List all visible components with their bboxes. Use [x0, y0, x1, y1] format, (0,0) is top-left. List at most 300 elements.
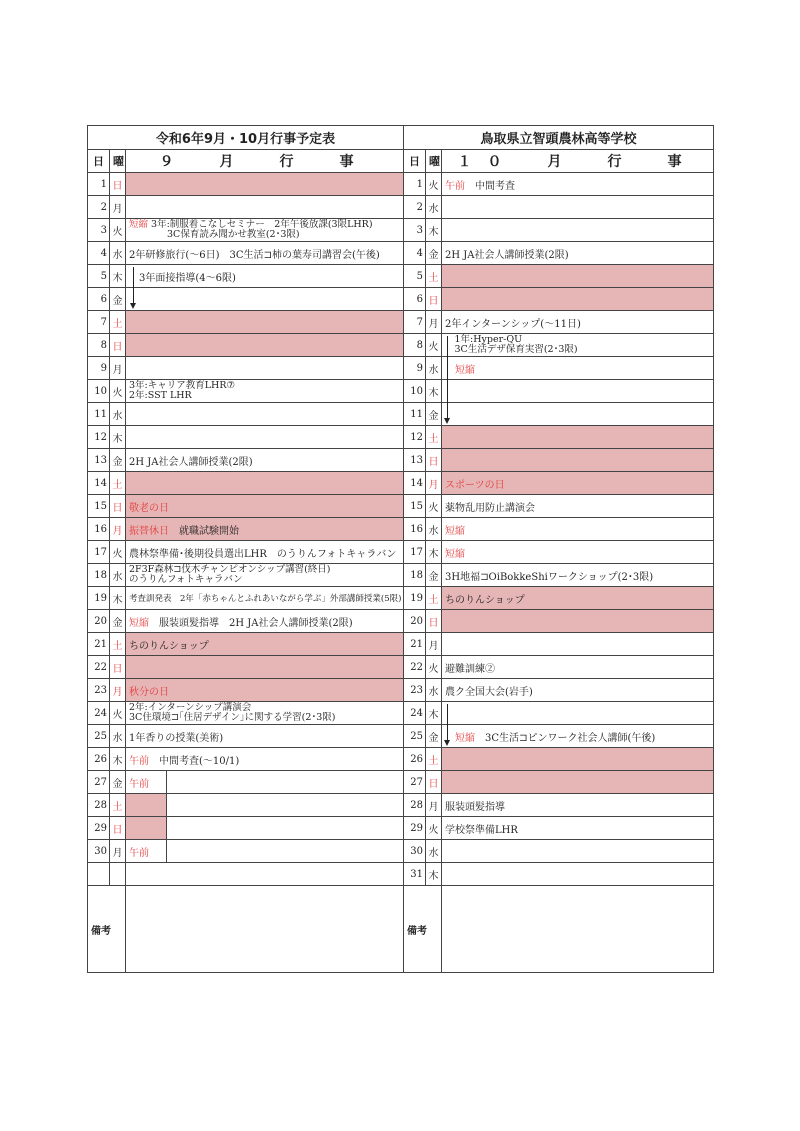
event-text: 農ク全国大会(岩手) [445, 686, 533, 698]
sep-day-cell: 25 [88, 725, 110, 748]
oct-dow-cell: 月 [426, 794, 442, 817]
schedule-table [87, 125, 714, 973]
sep-event-cell [126, 794, 404, 817]
calendar-row [88, 357, 714, 380]
sep-dow-cell: 土 [110, 311, 126, 334]
oct-dow-cell: 木 [426, 219, 442, 242]
event-line [445, 733, 655, 744]
calendar-row [88, 288, 714, 311]
oct-day-cell: 4 [404, 242, 426, 265]
sep-event-cell [126, 587, 404, 610]
event-text: 3C生活デザ保育実習(2･3限) [445, 344, 578, 355]
oct-day-cell: 11 [404, 403, 426, 426]
sep-notes-area [126, 886, 404, 973]
event-text: 2年インターンシップ(～11日) [445, 318, 581, 330]
event-highlight: 短縮 [445, 732, 475, 744]
oct-day-cell: 30 [404, 840, 426, 863]
event-line [445, 825, 518, 836]
sep-day-cell: 26 [88, 748, 110, 771]
event-text: 薬物乱用防止講演会 [445, 502, 535, 514]
sep-day-cell: 4 [88, 242, 110, 265]
calendar-row [88, 633, 714, 656]
sep-event-cell [126, 633, 404, 656]
calendar-row [88, 219, 714, 242]
sep-event-cell [126, 748, 404, 771]
sep-dow-cell: 月 [110, 518, 126, 541]
calendar-row [88, 610, 714, 633]
oct-dow-cell: 土 [426, 426, 442, 449]
oct-day-cell: 9 [404, 357, 426, 380]
oct-event-cell [442, 656, 714, 679]
event-line [129, 549, 396, 560]
event-highlight: 短縮 [445, 364, 475, 376]
event-line [129, 713, 400, 723]
sep-interview-arrow [133, 267, 134, 307]
oct-dow-cell: 月 [426, 633, 442, 656]
oct-month-header: １０ 月 行 事 [442, 150, 714, 173]
oct-dow-cell: 木 [426, 541, 442, 564]
sep-event-cell [126, 840, 404, 863]
oct-day-cell: 23 [404, 679, 426, 702]
sep-day-cell: 9 [88, 357, 110, 380]
sep-dow-cell: 水 [110, 725, 126, 748]
event-line [445, 181, 515, 192]
notes-row [88, 886, 714, 973]
oct-event-cell [442, 357, 714, 380]
sep-dow-cell: 金 [110, 288, 126, 311]
event-highlight: 短縮 [129, 617, 149, 629]
calendar-row [88, 679, 714, 702]
oct-dow-cell: 土 [426, 265, 442, 288]
event-highlight: スポーツの日 [445, 479, 505, 491]
event-line [445, 526, 465, 537]
event-text: 3年:制服着こなしセミナー 2年午後放課(3限LHR) [148, 219, 373, 230]
oct-day-cell: 6 [404, 288, 426, 311]
sep-dow-cell: 木 [110, 426, 126, 449]
calendar-row [88, 817, 714, 840]
sep-day-cell: 7 [88, 311, 110, 334]
calendar-row [88, 495, 714, 518]
oct-event-cell [442, 863, 714, 886]
title-row [88, 126, 714, 150]
event-highlight: 午前 [129, 778, 149, 790]
calendar-row [88, 311, 714, 334]
event-line [129, 526, 239, 537]
sep-day-cell: 15 [88, 495, 110, 518]
oct-day-cell: 2 [404, 196, 426, 219]
oct-event-cell [442, 541, 714, 564]
sep-event-cell [126, 541, 404, 564]
event-split [126, 817, 403, 839]
event-text: 就職試験開始 [169, 525, 239, 537]
event-line [445, 250, 569, 261]
sep-event-cell [126, 472, 404, 495]
oct-dow-cell: 土 [426, 587, 442, 610]
oct-day-cell: 7 [404, 311, 426, 334]
calendar-row [88, 334, 714, 357]
school-name: 鳥取県立智頭農林高等学校 [404, 126, 714, 150]
sep-day-cell: 19 [88, 587, 110, 610]
calendar-row [88, 863, 714, 886]
calendar-row [88, 771, 714, 794]
event-text: 3年:キャリア教育LHR⑦ [129, 380, 236, 391]
sep-day-cell: 20 [88, 610, 110, 633]
oct-event-cell [442, 817, 714, 840]
oct-day-cell: 3 [404, 219, 426, 242]
event-text: 学校祭準備LHR [445, 824, 518, 836]
sep-dow-cell: 土 [110, 633, 126, 656]
sep-day-cell: 3 [88, 219, 110, 242]
event-line [129, 756, 239, 767]
event-text: 1年:Hyper-QU [445, 334, 523, 345]
event-line [129, 775, 149, 790]
sep-event-cell [126, 426, 404, 449]
oct-event-cell [442, 748, 714, 771]
calendar-row [88, 173, 714, 196]
oct-dow-cell: 日 [426, 771, 442, 794]
sep-event-cell [126, 564, 404, 587]
event-line [445, 664, 495, 675]
oct-dow-cell: 水 [426, 679, 442, 702]
event-line [445, 365, 475, 376]
event-highlight: 短縮 [445, 525, 465, 537]
event-text: 2F3F森林⊐伐木チャンピオンシップ講習(終日) [129, 564, 331, 575]
oct-dow-cell: 火 [426, 817, 442, 840]
event-split-left [126, 794, 167, 816]
sep-dow-header: 曜 [110, 150, 126, 173]
oct-dow-cell: 水 [426, 840, 442, 863]
event-line [445, 319, 581, 330]
oct-event-cell [442, 426, 714, 449]
calendar-row [88, 702, 714, 725]
sep-event-cell [126, 817, 404, 840]
event-text: 3年面接指導(4～6限) [129, 272, 236, 284]
event-highlight: 午前 [445, 180, 465, 192]
calendar-row [88, 380, 714, 403]
event-split-right [167, 840, 403, 862]
event-split-left [126, 817, 167, 839]
oct-event-cell [442, 334, 714, 357]
sep-day-cell: 1 [88, 173, 110, 196]
oct-day-cell: 22 [404, 656, 426, 679]
sep-day-cell: 13 [88, 449, 110, 472]
sep-dow-cell [110, 863, 126, 886]
sep-event-cell [126, 242, 404, 265]
oct-dow-cell: 水 [426, 196, 442, 219]
oct-event-cell [442, 610, 714, 633]
sep-day-cell: 17 [88, 541, 110, 564]
oct-dow-cell: 土 [426, 748, 442, 771]
sep-event-cell [126, 449, 404, 472]
sep-dow-cell: 日 [110, 334, 126, 357]
sep-day-cell: 2 [88, 196, 110, 219]
oct-day-cell: 24 [404, 702, 426, 725]
event-text: 2H JA社会人講師授業(2限) [445, 249, 569, 261]
event-text: 3H地福⊐OiBokkeShiワークショップ(2･3限) [445, 571, 654, 583]
event-line [129, 733, 223, 744]
oct-dow-cell: 火 [426, 334, 442, 357]
sep-dow-cell: 火 [110, 380, 126, 403]
calendar-row [88, 794, 714, 817]
oct-day-cell: 5 [404, 265, 426, 288]
oct-dow-cell: 日 [426, 449, 442, 472]
sep-dow-cell: 日 [110, 495, 126, 518]
oct-event-cell [442, 794, 714, 817]
calendar-row [88, 725, 714, 748]
calendar-row [88, 426, 714, 449]
sep-dow-cell: 金 [110, 610, 126, 633]
oct-event-cell [442, 587, 714, 610]
sep-event-cell [126, 679, 404, 702]
oct-dow-cell: 金 [426, 564, 442, 587]
sep-event-cell [126, 288, 404, 311]
sep-event-cell [126, 380, 404, 403]
oct-day-cell: 29 [404, 817, 426, 840]
event-line [445, 802, 505, 813]
sep-day-cell: 23 [88, 679, 110, 702]
sep-day-cell: 10 [88, 380, 110, 403]
oct-day-cell: 15 [404, 495, 426, 518]
sep-day-cell: 8 [88, 334, 110, 357]
event-text: 1年香りの授業(美術) [129, 732, 224, 744]
event-text: 農林祭準備･後期役員選出LHR のうりんフォトキャラバン [129, 548, 397, 560]
schedule-sheet [87, 125, 713, 973]
sep-day-cell: 27 [88, 771, 110, 794]
sep-event-cell [126, 219, 404, 242]
oct-dow-cell: 月 [426, 472, 442, 495]
sep-dow-cell: 月 [110, 196, 126, 219]
event-line [445, 503, 535, 514]
oct-dow-cell: 木 [426, 863, 442, 886]
oct-dow-cell: 金 [426, 403, 442, 426]
oct-day-cell: 10 [404, 380, 426, 403]
oct-event-cell [442, 564, 714, 587]
sep-day-cell: 29 [88, 817, 110, 840]
event-highlight: 短縮 [445, 548, 465, 560]
sep-event-cell [126, 725, 404, 748]
sep-day-cell: 18 [88, 564, 110, 587]
sep-dow-cell: 水 [110, 564, 126, 587]
event-text: のうりんフォトキャラバン [129, 574, 243, 585]
event-line [129, 618, 353, 629]
event-text: 3C保育読み聞かせ教室(2･3限) [129, 229, 300, 240]
oct-day-cell: 18 [404, 564, 426, 587]
sep-dow-cell: 日 [110, 817, 126, 840]
sep-dow-cell: 土 [110, 794, 126, 817]
sep-notes-label: 備考 [88, 886, 126, 973]
event-text: 服装頭髪指導 2H JA社会人講師授業(2限) [149, 617, 353, 629]
sep-dow-cell: 金 [110, 771, 126, 794]
oct-event-cell [442, 518, 714, 541]
event-split-right [167, 817, 403, 839]
event-highlight: 敬老の日 [129, 502, 169, 514]
oct-event-cell [442, 679, 714, 702]
sep-day-cell: 6 [88, 288, 110, 311]
oct-event-cell [442, 380, 714, 403]
sep-day-cell: 14 [88, 472, 110, 495]
sep-event-cell [126, 357, 404, 380]
event-highlight: 午前 [129, 755, 149, 767]
event-split-right [167, 794, 403, 816]
calendar-row [88, 449, 714, 472]
oct-dow-cell: 火 [426, 173, 442, 196]
sep-event-cell [126, 403, 404, 426]
sep-event-cell [126, 702, 404, 725]
sep-dow-cell: 木 [110, 265, 126, 288]
event-highlight: 振替休日 [129, 525, 169, 537]
oct-day-cell: 1 [404, 173, 426, 196]
calendar-row [88, 196, 714, 219]
event-text: 2年:インターンシップ講演会 [129, 702, 252, 713]
event-text: 避難訓練② [445, 663, 495, 675]
sep-dow-cell: 月 [110, 357, 126, 380]
event-text: 服装頭髪指導 [445, 801, 505, 813]
sep-event-cell [126, 863, 404, 886]
sep-dow-cell: 木 [110, 748, 126, 771]
oct-day-cell: 21 [404, 633, 426, 656]
sep-event-cell [126, 656, 404, 679]
calendar-row [88, 564, 714, 587]
sep-dow-cell: 水 [110, 403, 126, 426]
sep-dow-cell: 月 [110, 679, 126, 702]
sep-dow-cell: 木 [110, 587, 126, 610]
event-line [129, 391, 400, 401]
calendar-row [88, 748, 714, 771]
oct-event-cell [442, 311, 714, 334]
sep-dow-cell: 土 [110, 472, 126, 495]
event-line [129, 641, 209, 652]
event-line [445, 687, 533, 698]
sep-day-cell: 16 [88, 518, 110, 541]
event-line [129, 230, 400, 240]
oct-dow-cell: 火 [426, 495, 442, 518]
event-line [445, 595, 525, 606]
sep-day-cell: 21 [88, 633, 110, 656]
calendar-row [88, 242, 714, 265]
event-line [129, 457, 253, 468]
event-text: 中間考査(～10/1) [149, 755, 240, 767]
oct-dow-cell: 月 [426, 311, 442, 334]
oct-event-cell [442, 265, 714, 288]
sep-event-cell [126, 495, 404, 518]
event-text: ちのりんショップ [445, 594, 525, 606]
calendar-row [88, 541, 714, 564]
oct-event-cell [442, 633, 714, 656]
oct-dow-cell: 火 [426, 656, 442, 679]
oct-dow-cell: 日 [426, 288, 442, 311]
event-line [445, 549, 465, 560]
oct-notes-label: 備考 [404, 886, 442, 973]
oct-event-cell [442, 196, 714, 219]
event-text: 中間考査 [465, 180, 515, 192]
sep-day-cell: 12 [88, 426, 110, 449]
event-text: 考査訓発表 2年「赤ちゃんとふれあいながら学ぶ」外部講師授業(5限) [129, 594, 402, 604]
oct-notes-area [442, 886, 714, 973]
event-line [129, 273, 236, 284]
sep-event-cell [126, 610, 404, 633]
page-title: 令和6年9月・10月行事予定表 [88, 126, 404, 150]
oct-day-cell: 13 [404, 449, 426, 472]
event-text: ちのりんショップ [129, 640, 209, 652]
sep-day-cell: 24 [88, 702, 110, 725]
header-row [88, 150, 714, 173]
event-line [445, 345, 710, 355]
oct-day-cell: 28 [404, 794, 426, 817]
oct-day-cell: 31 [404, 863, 426, 886]
oct-club-arrow [447, 704, 448, 744]
oct-event-cell [442, 173, 714, 196]
oct-day-cell: 17 [404, 541, 426, 564]
sep-event-cell [126, 518, 404, 541]
oct-day-cell: 27 [404, 771, 426, 794]
oct-event-cell [442, 702, 714, 725]
oct-event-cell [442, 403, 714, 426]
calendar-row [88, 656, 714, 679]
oct-day-cell: 12 [404, 426, 426, 449]
oct-dow-cell: 木 [426, 702, 442, 725]
sep-day-cell: 11 [88, 403, 110, 426]
oct-dow-header: 曜 [426, 150, 442, 173]
event-line [129, 503, 169, 514]
oct-event-cell [442, 288, 714, 311]
oct-event-cell [442, 242, 714, 265]
event-line [129, 250, 380, 261]
oct-event-cell [442, 495, 714, 518]
event-line [445, 572, 653, 583]
sep-day-cell: 28 [88, 794, 110, 817]
event-text: 2年研修旅行(～6日) 3C生活⊐柿の葉寿司講習会(午後) [129, 249, 380, 261]
event-line [129, 687, 169, 698]
sep-day-header: 日 [88, 150, 110, 173]
sep-event-cell [126, 265, 404, 288]
sep-event-cell [126, 334, 404, 357]
sep-dow-cell: 月 [110, 840, 126, 863]
event-text: 3C生活⊐ピンワーク社会人講師(午後) [475, 732, 656, 744]
oct-day-cell: 20 [404, 610, 426, 633]
oct-day-cell: 26 [404, 748, 426, 771]
oct-event-cell [442, 449, 714, 472]
sep-dow-cell: 金 [110, 449, 126, 472]
oct-event-cell [442, 472, 714, 495]
event-text: 2年:SST LHR [129, 390, 192, 401]
sep-dow-cell: 日 [110, 656, 126, 679]
event-line [445, 480, 505, 491]
event-split-right [167, 771, 403, 793]
sep-event-cell [126, 771, 404, 794]
oct-event-cell [442, 771, 714, 794]
sep-event-cell [126, 311, 404, 334]
oct-dow-cell: 水 [426, 357, 442, 380]
calendar-row [88, 840, 714, 863]
sep-day-cell [88, 863, 110, 886]
sep-month-header: ９ 月 行 事 [126, 150, 404, 173]
oct-internship-arrow [447, 336, 448, 422]
sep-day-cell: 30 [88, 840, 110, 863]
event-highlight: 午前 [129, 847, 149, 859]
sep-day-cell: 22 [88, 656, 110, 679]
oct-event-cell [442, 725, 714, 748]
event-line [129, 593, 401, 604]
sep-dow-cell: 水 [110, 242, 126, 265]
event-highlight: 短縮 [129, 219, 149, 230]
event-line [129, 575, 400, 585]
calendar-row [88, 472, 714, 495]
oct-dow-cell: 金 [426, 242, 442, 265]
oct-dow-cell: 金 [426, 725, 442, 748]
oct-day-cell: 19 [404, 587, 426, 610]
calendar-row [88, 403, 714, 426]
oct-day-header: 日 [404, 150, 426, 173]
